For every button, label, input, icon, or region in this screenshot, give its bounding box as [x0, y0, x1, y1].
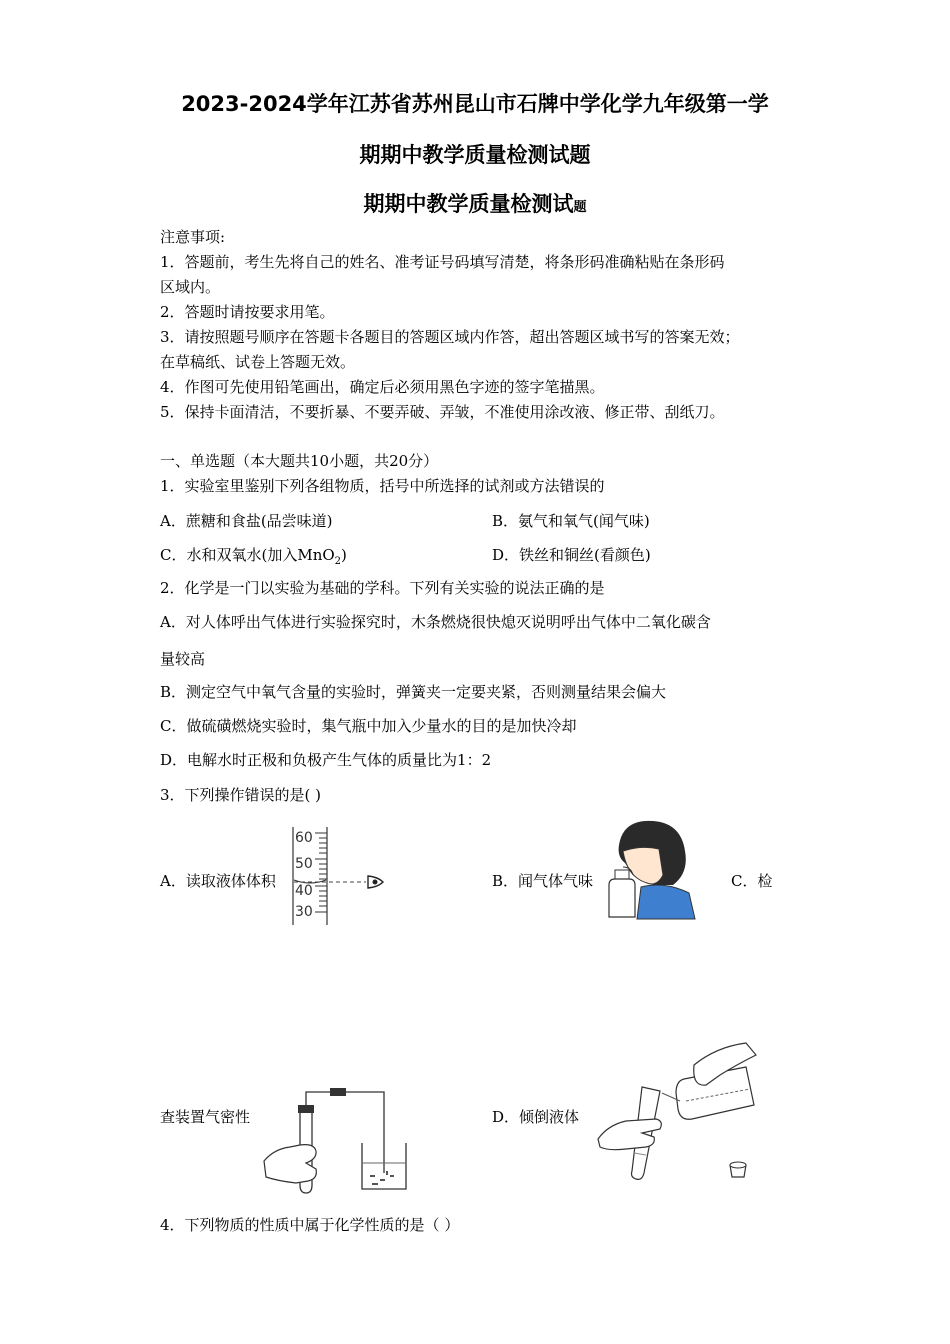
notice-item: 2．答题时请按要求用笔。: [160, 303, 335, 321]
cylinder-mark: 50: [295, 856, 313, 872]
q1-stem: 1．实验室里鉴别下列各组物质，括号中所选择的试剂或方法错误的: [160, 477, 605, 495]
notice-item: 在草稿纸、试卷上答题无效。: [160, 353, 356, 371]
title-line-3-small: 题: [573, 200, 587, 215]
q1-option-d: D．铁丝和铜丝(看颜色): [492, 546, 651, 564]
q2-option-c: C．做硫磺燃烧实验时，集气瓶中加入少量水的目的是加快冷却: [160, 717, 577, 735]
q1-option-c-text: C．水和双氧水(加入MnO: [160, 546, 335, 564]
q2-option-a-cont: 量较高: [160, 650, 206, 668]
q2-option-a: A．对人体呼出气体进行实验探究时，木条燃烧很快熄灭说明呼出气体中二氧化碳含: [160, 613, 711, 631]
q3-stem: 3．下列操作错误的是( ): [160, 786, 322, 804]
q3-option-d: D．倾倒液体: [492, 1108, 580, 1126]
q1-option-c: [160, 544, 347, 567]
airtightness-check-figure: [262, 1085, 422, 1197]
graduated-cylinder-figure: [286, 825, 396, 927]
cylinder-mark: 40: [295, 883, 313, 899]
q3-option-b: B．闻气体气味: [492, 872, 594, 890]
notice-item: 区域内。: [160, 278, 221, 296]
title-line-2: 期期中教学质量检测试题: [359, 143, 591, 167]
title-line-3: [0, 188, 950, 218]
q4-stem: 4．下列物质的性质中属于化学性质的是（ ）: [160, 1216, 460, 1234]
section-heading: 一、单选题（本大题共10小题，共20分）: [160, 452, 439, 470]
notice-item: 3．请按照题号顺序在答题卡各题目的答题区域内作答，超出答题区域书写的答案无效；: [160, 328, 740, 346]
cylinder-mark: 60: [295, 830, 313, 846]
notice-item: 4．作图可先使用铅笔画出，确定后必须用黑色字迹的签字笔描黑。: [160, 378, 605, 396]
q3-option-c-cont: 查装置气密性: [160, 1108, 251, 1126]
q2-option-b: B．测定空气中氧气含量的实验时，弹簧夹一定要夹紧，否则测量结果会偏大: [160, 683, 667, 701]
notice-item: 1．答题前，考生先将自己的姓名、准考证号码填写清楚，将条形码准确粘贴在条形码: [160, 253, 725, 271]
cylinder-mark: 30: [295, 904, 313, 920]
title-line-1: 2023-2024学年江苏省苏州昆山市石牌中学化学九年级第一学: [181, 92, 769, 116]
smelling-gas-figure: [605, 815, 697, 921]
q2-stem: 2．化学是一门以实验为基础的学科。下列有关实验的说法正确的是: [160, 579, 605, 597]
notice-heading: 注意事项:: [160, 228, 226, 246]
q2-option-d: D．电解水时正极和负极产生气体的质量比为1：2: [160, 751, 492, 769]
q1-option-a: A．蔗糖和食盐(品尝味道): [160, 512, 333, 530]
notice-item: 5．保持卡面清洁，不要折暴、不要弄破、弄皱，不准使用涂改液、修正带、刮纸刀。: [160, 403, 725, 421]
pouring-liquid-figure: [596, 1035, 761, 1185]
q3-option-a: A．读取液体体积: [160, 872, 276, 890]
q1-option-b: B．氨气和氧气(闻气味): [492, 512, 650, 530]
q1-option-c-subscript: 2: [334, 556, 342, 567]
q3-option-c: C．检: [731, 872, 773, 890]
q1-option-c-close: ): [341, 546, 347, 564]
title-line-3-main: 期期中教学质量检测试: [363, 192, 574, 216]
